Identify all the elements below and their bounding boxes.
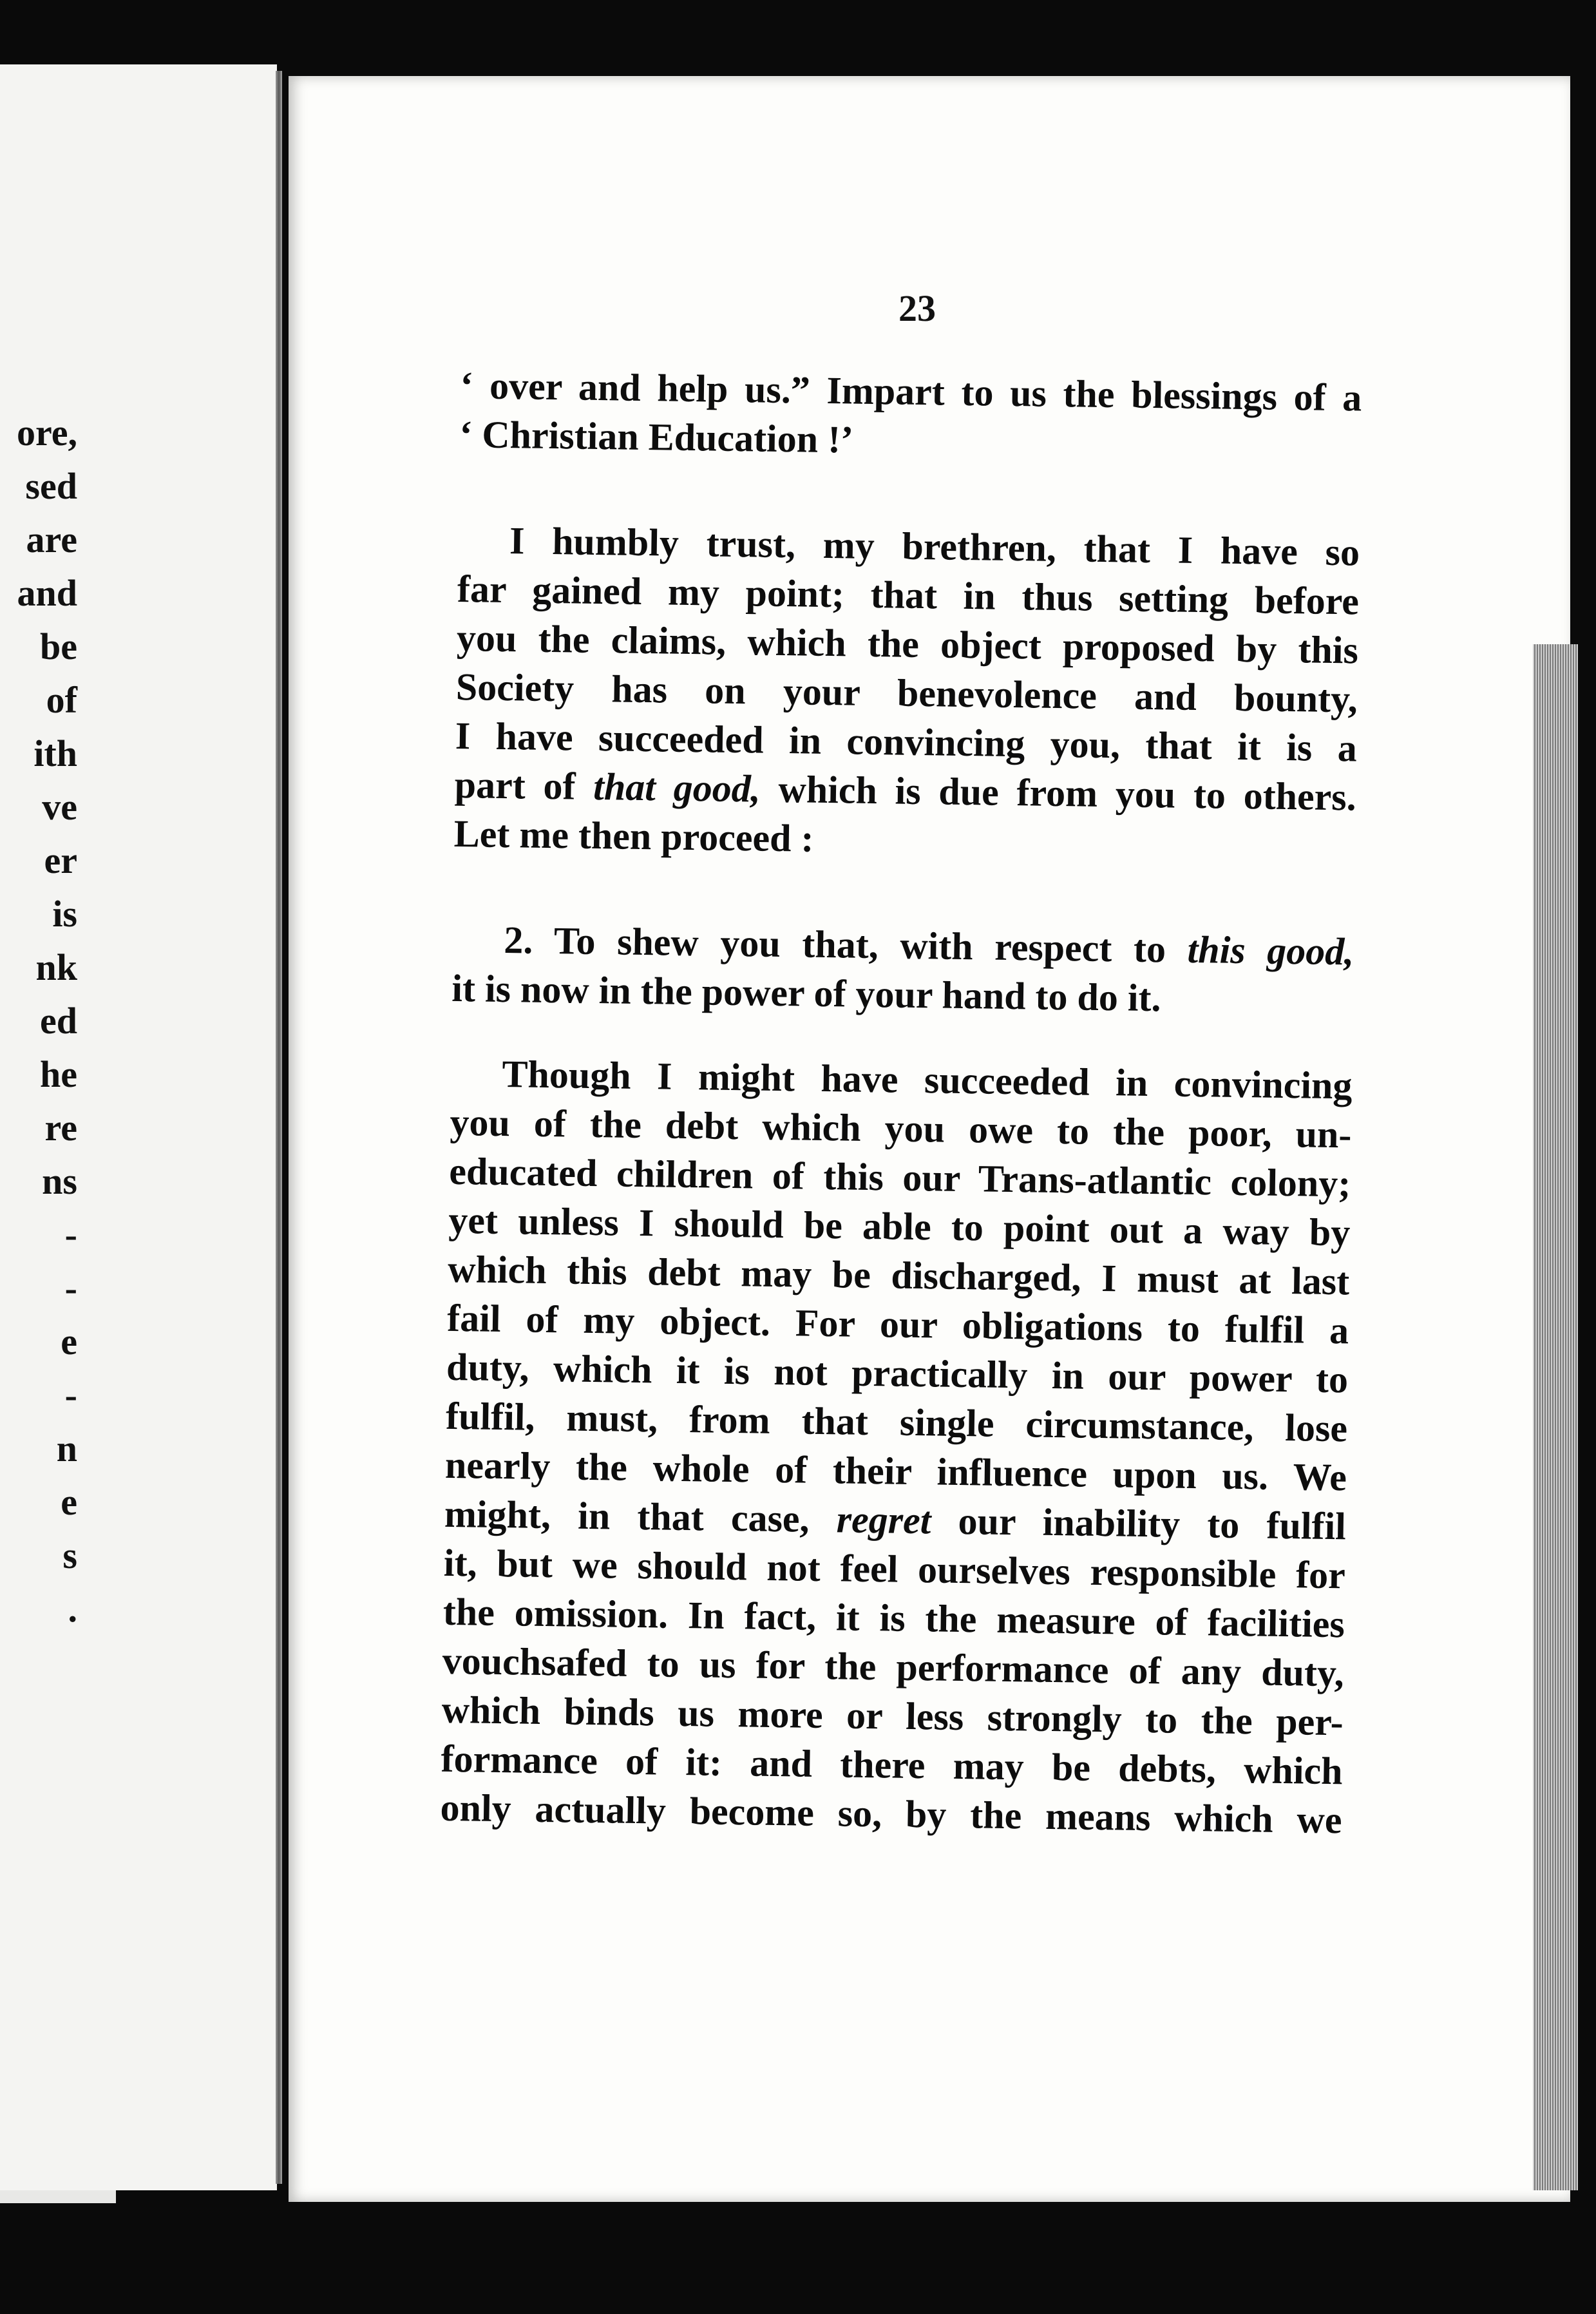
left-fragment: and [17, 572, 77, 614]
text-line: formance of it: and there may be debts, which [441, 1737, 1344, 1793]
left-fragment: ed [40, 1000, 77, 1042]
text-line: you of the debt which you owe to the poor, un- [450, 1100, 1352, 1156]
text-line: only actually become so, by the means which we [440, 1786, 1342, 1842]
left-fragment: sed [25, 465, 77, 507]
text-line: vouchsafed to us for the performance of any duty, [442, 1639, 1345, 1695]
left-fragment: ve [42, 786, 77, 828]
scan-background [0, 2203, 1596, 2314]
left-fragment: e [61, 1321, 77, 1363]
left-fragment: of [46, 679, 77, 721]
text-line: you the claims, which the object proposed by this [456, 616, 1359, 672]
text-run: 2. To shew you that, with respect to [503, 919, 1188, 971]
left-fragment: re [44, 1107, 77, 1149]
left-fragment: - [64, 1267, 77, 1309]
text-run: which is due from you to others. [760, 767, 1357, 819]
left-fragment: are [26, 519, 77, 560]
left-fragment: ns [42, 1160, 77, 1202]
left-fragment: nk [35, 946, 77, 988]
left-fragment: is [52, 893, 77, 935]
paragraph-3 [451, 915, 1354, 1026]
page-block-edge [1533, 644, 1578, 2190]
left-fragment: n [56, 1428, 77, 1469]
text-line: which this debt may be discharged, I must at last [447, 1247, 1350, 1303]
italic-run: that good, [593, 765, 761, 810]
left-fragment: . [68, 1588, 77, 1630]
italic-run: this good, [1187, 928, 1354, 973]
italic-run: regret [836, 1498, 931, 1542]
book-gutter [276, 71, 282, 2184]
left-fragment: er [44, 839, 77, 881]
text-run: our inability to fulfil [930, 1499, 1347, 1548]
text-line: fulfil, must, from that single circumstance, lose [445, 1394, 1348, 1450]
text-line: I humbly trust, my brethren, that I have so [509, 519, 1360, 574]
text-line: Society has on your benevolence and bounty, [455, 665, 1358, 721]
text-line: the omission. In fact, it is the measure of facilities [442, 1590, 1345, 1646]
text-line: fail of my object. For our obligations to fulfil a [446, 1296, 1349, 1352]
text-line: yet unless I should be able to point out a way by [448, 1198, 1351, 1254]
text-line: Though I might have succeeded in convincing [502, 1053, 1353, 1107]
text-line: it is now in the power of your hand to do it. [451, 966, 1162, 1020]
paragraph-2 [453, 515, 1360, 870]
left-page-fragment [0, 64, 277, 2190]
text-run: part of [454, 763, 594, 808]
left-fragment: s [62, 1535, 77, 1576]
left-fragment: ith [33, 732, 77, 774]
left-fragment: - [64, 1374, 77, 1416]
left-fragment: e [61, 1481, 77, 1523]
left-page-text-fragments [0, 406, 77, 1636]
text-line: far gained my point; that in thus setting before [457, 567, 1360, 623]
text-line: Let me then proceed : [453, 812, 814, 860]
left-fragment: ore, [17, 412, 77, 454]
left-fragment: be [40, 626, 77, 667]
paragraph-4 [440, 1049, 1353, 1844]
page-number: 23 [898, 287, 936, 329]
text-line: which binds us more or less strongly to the per- [441, 1688, 1344, 1744]
left-fragment: he [40, 1053, 77, 1095]
paragraph-1 [459, 361, 1362, 472]
left-fragment: - [64, 1214, 77, 1256]
text-line: educated children of this our Trans-atlantic colony; [448, 1149, 1351, 1205]
text-line: duty, which it is not practically in our power to [446, 1345, 1349, 1401]
text-line: it, but we should not feel ourselves responsible for [443, 1541, 1346, 1597]
text-line: nearly the whole of their influence upon us. We [444, 1443, 1347, 1499]
text-line: ‘ over and help us.” Impart to us the blessings of a [460, 363, 1362, 419]
text-line: I have succeeded in convincing you, that it is a [455, 714, 1358, 770]
text-run: might, in that case, [444, 1492, 837, 1541]
body-text [440, 361, 1362, 1844]
text-line: ‘ Christian Education !’ [459, 412, 854, 461]
